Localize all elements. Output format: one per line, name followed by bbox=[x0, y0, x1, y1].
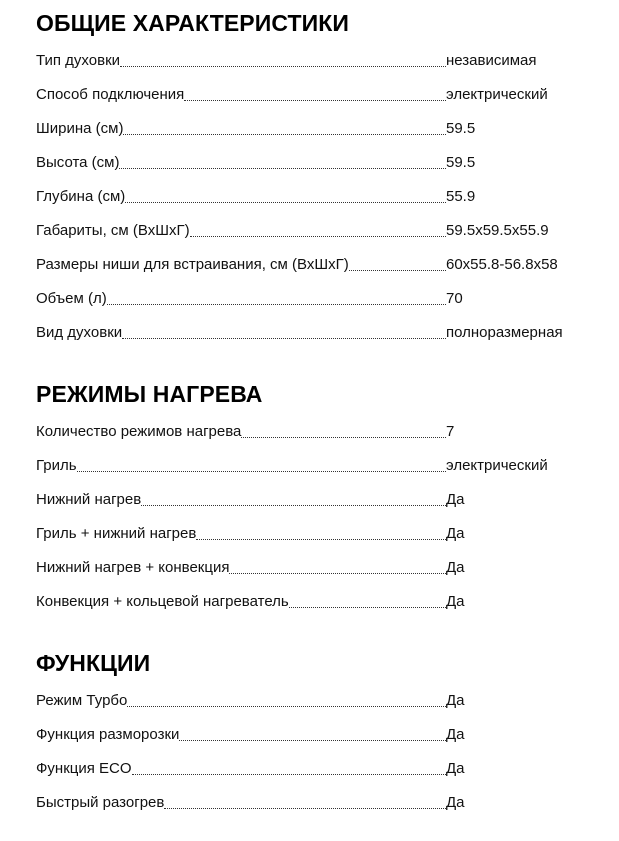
section-heating-modes bbox=[36, 380, 596, 620]
spec-label: Нижний нагрев + конвекция bbox=[36, 559, 230, 576]
spec-row bbox=[36, 484, 596, 518]
spec-value: полноразмерная bbox=[446, 324, 563, 341]
spec-row bbox=[36, 317, 596, 351]
spec-value: независимая bbox=[446, 52, 537, 69]
spec-value: Да bbox=[446, 593, 465, 610]
spec-value: Да bbox=[446, 692, 465, 709]
section-heading: ФУНКЦИИ bbox=[36, 650, 151, 676]
spec-label: Быстрый разогрев bbox=[36, 794, 165, 811]
spec-value: Да bbox=[446, 794, 465, 811]
spec-row bbox=[36, 45, 596, 79]
spec-row bbox=[36, 787, 596, 821]
spec-value: электрический bbox=[446, 457, 548, 474]
dotted-leader bbox=[127, 705, 446, 707]
dotted-leader bbox=[123, 133, 446, 135]
spec-row bbox=[36, 181, 596, 215]
dotted-leader bbox=[119, 167, 446, 169]
spec-row bbox=[36, 249, 596, 283]
spec-row bbox=[36, 283, 596, 317]
spec-label: Конвекция + кольцевой нагреватель bbox=[36, 593, 289, 610]
spec-row bbox=[36, 79, 596, 113]
dotted-leader bbox=[289, 606, 446, 608]
dotted-leader bbox=[241, 436, 446, 438]
spec-row bbox=[36, 113, 596, 147]
spec-value: Да bbox=[446, 559, 465, 576]
spec-label: Вид духовки bbox=[36, 324, 123, 341]
spec-label: Ширина (см) bbox=[36, 120, 124, 137]
spec-list bbox=[36, 45, 596, 351]
section-heading: РЕЖИМЫ НАГРЕВА bbox=[36, 381, 263, 407]
spec-label-wrap bbox=[36, 324, 446, 342]
spec-value: Да bbox=[446, 726, 465, 743]
spec-label: Глубина (см) bbox=[36, 188, 126, 205]
spec-value: 59.5 bbox=[446, 120, 476, 137]
spec-label: Тип духовки bbox=[36, 52, 121, 69]
spec-row bbox=[36, 552, 596, 586]
spec-label: Высота (см) bbox=[36, 154, 120, 171]
dotted-leader bbox=[141, 504, 446, 506]
spec-value: Да bbox=[446, 525, 465, 542]
section-functions bbox=[36, 649, 596, 821]
spec-label: Объем (л) bbox=[36, 290, 107, 307]
spec-label-wrap bbox=[36, 491, 446, 509]
dotted-leader bbox=[196, 538, 446, 540]
dotted-leader bbox=[107, 303, 446, 305]
spec-value: 60x55.8-56.8x58 bbox=[446, 256, 558, 273]
spec-value: 59.5 bbox=[446, 154, 476, 171]
dotted-leader bbox=[120, 65, 446, 67]
spec-value: Да bbox=[446, 491, 465, 508]
spec-row bbox=[36, 753, 596, 787]
spec-label: Функция разморозки bbox=[36, 726, 180, 743]
spec-value: электрический bbox=[446, 86, 548, 103]
spec-label-wrap bbox=[36, 457, 446, 475]
spec-row bbox=[36, 215, 596, 249]
dotted-leader bbox=[229, 572, 446, 574]
spec-row bbox=[36, 518, 596, 552]
spec-label-wrap bbox=[36, 86, 446, 104]
spec-row bbox=[36, 416, 596, 450]
spec-label: Количество режимов нагрева bbox=[36, 423, 242, 440]
spec-label: Режим Турбо bbox=[36, 692, 128, 709]
dotted-leader bbox=[184, 99, 446, 101]
spec-label-wrap bbox=[36, 120, 446, 138]
spec-value: 55.9 bbox=[446, 188, 476, 205]
spec-value: 7 bbox=[446, 423, 455, 440]
spec-value: Да bbox=[446, 760, 465, 777]
dotted-leader bbox=[190, 235, 446, 237]
spec-value: 70 bbox=[446, 290, 463, 307]
spec-label-wrap bbox=[36, 188, 446, 206]
dotted-leader bbox=[77, 470, 446, 472]
dotted-leader bbox=[132, 773, 446, 775]
spec-row bbox=[36, 586, 596, 620]
section-heading: ОБЩИЕ ХАРАКТЕРИСТИКИ bbox=[36, 10, 350, 36]
spec-row bbox=[36, 450, 596, 484]
spec-row bbox=[36, 719, 596, 753]
dotted-leader bbox=[349, 269, 446, 271]
spec-label: Гриль + нижний нагрев bbox=[36, 525, 197, 542]
spec-label: Габариты, см (ВхШхГ) bbox=[36, 222, 190, 239]
spec-label: Функция ECO bbox=[36, 760, 132, 777]
spec-label-wrap bbox=[36, 525, 446, 543]
spec-label-wrap bbox=[36, 692, 446, 710]
spec-label-wrap bbox=[36, 290, 446, 308]
dotted-leader bbox=[125, 201, 446, 203]
spec-label-wrap bbox=[36, 726, 446, 744]
spec-list bbox=[36, 416, 596, 620]
dotted-leader bbox=[164, 807, 446, 809]
spec-label: Нижний нагрев bbox=[36, 491, 142, 508]
section-general bbox=[36, 9, 596, 351]
spec-row bbox=[36, 685, 596, 719]
spec-label-wrap bbox=[36, 794, 446, 812]
spec-label: Способ подключения bbox=[36, 86, 185, 103]
dotted-leader bbox=[179, 739, 446, 741]
spec-label-wrap bbox=[36, 52, 446, 70]
spec-label-wrap bbox=[36, 256, 446, 274]
spec-label: Гриль bbox=[36, 457, 77, 474]
spec-list bbox=[36, 685, 596, 821]
spec-value: 59.5x59.5x55.9 bbox=[446, 222, 549, 239]
spec-label-wrap bbox=[36, 154, 446, 172]
spec-label: Размеры ниши для встраивания, см (ВхШхГ) bbox=[36, 256, 349, 273]
spec-label-wrap bbox=[36, 222, 446, 240]
spec-label-wrap bbox=[36, 593, 446, 611]
spec-label-wrap bbox=[36, 423, 446, 441]
dotted-leader bbox=[122, 337, 446, 339]
spec-label-wrap bbox=[36, 559, 446, 577]
spec-label-wrap bbox=[36, 760, 446, 778]
spec-row bbox=[36, 147, 596, 181]
